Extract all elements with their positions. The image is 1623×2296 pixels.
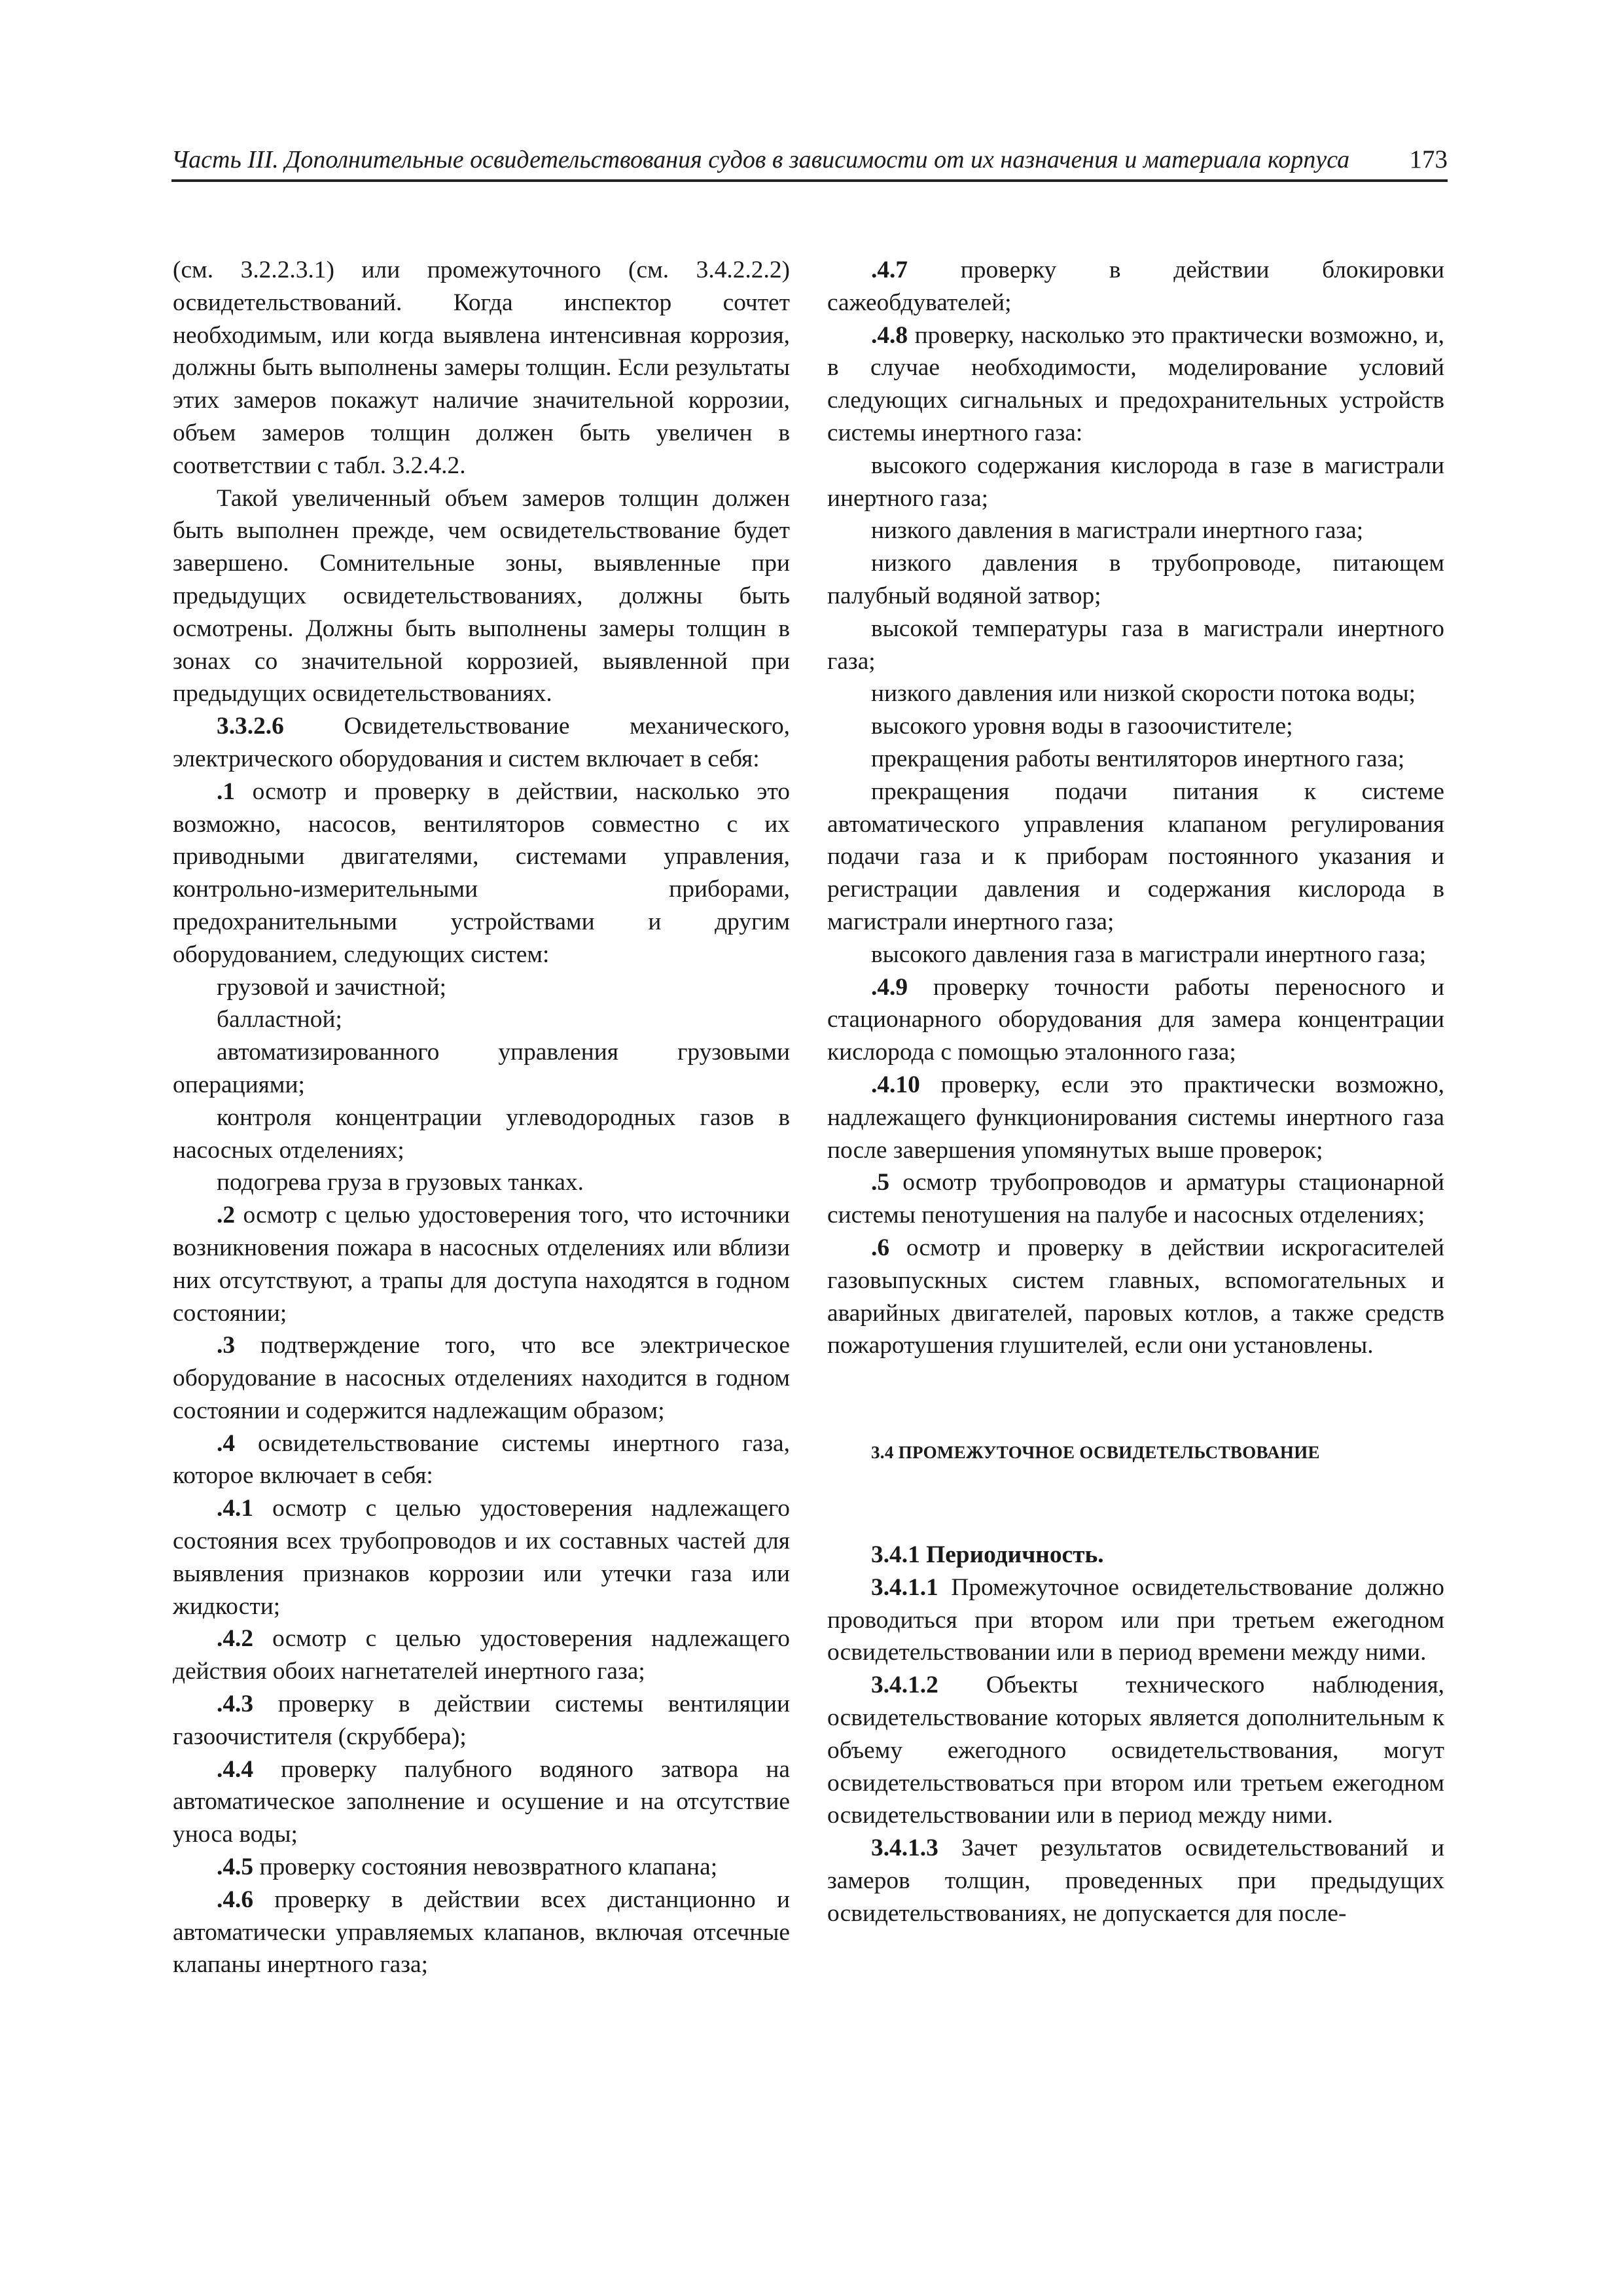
list-item: автоматизированного управления грузовыми операциями;	[173, 1039, 790, 1098]
list-item: грузовой и зачистной;	[217, 973, 447, 1001]
clause-number: .3	[217, 1332, 236, 1359]
clause-text: проверку палубного водяного затвора на автоматическое заполнение и осушение и на отсутствие уноса воды;	[173, 1755, 790, 1848]
clause-number: 3.4.1.2	[871, 1672, 938, 1699]
clause-text: проверку в действии блокировки сажеобдувателей;	[827, 257, 1444, 316]
paragraph	[173, 1427, 790, 1493]
clause-number: .4.7	[871, 257, 908, 283]
clause-text: проверку, насколько это практически возможно, и, в случае необходимости, моделирование условий следующих сигнальных и предохранительных устройств системы инертного газа:	[827, 321, 1444, 446]
clause-number: .4	[217, 1429, 236, 1457]
paragraph: (см. 3.2.2.3.1) или промежуточного (см. 3.4.2.2.2) освидетельствований. Когда инспектор сочтет необходимым, или когда выявлена интенсивная коррозия, должны быть выполнены замеры толщин. Если результаты этих замеров покажут наличие значительной коррозии, объем замеров толщин должен быть увеличен в соответствии с табл. 3.2.4.2.	[173, 257, 790, 479]
clause-text: проверку в действии системы вентиляции газоочистителя (скруббера);	[173, 1691, 790, 1750]
subsection-title: 3.4.1 Периодичность.	[871, 1541, 1104, 1569]
clause-number: .4.4	[217, 1755, 254, 1783]
clause-number: .4.9	[871, 973, 908, 1001]
clause-number: .4.2	[217, 1625, 254, 1653]
running-header	[171, 139, 1448, 182]
clause-text: освидетельствование системы инертного газа, которое включает в себя:	[173, 1429, 790, 1490]
clause-text: проверку состояния невозвратного клапана;	[253, 1854, 718, 1881]
paragraph	[827, 1571, 1444, 1669]
list-item: балластной;	[217, 1006, 342, 1033]
paragraph	[827, 971, 1444, 1069]
paragraph	[827, 1669, 1444, 1832]
clause-text: осмотр трубопроводов и арматуры стационарной системы пенотушения на палубе и насосных отделениях;	[827, 1169, 1444, 1229]
paragraph	[173, 1753, 790, 1851]
right-column	[827, 254, 1444, 1930]
list-item: прекращения подачи питания к системе автоматического управления клапаном регулирования подачи газа и к приборам постоянного указания и регистрации давления и содержания кислорода в магистрали инертного газа;	[827, 778, 1444, 935]
clause-number: 3.4.1.1	[871, 1573, 938, 1601]
clause-text: проверку в действии всех дистанционно и автоматически управляемых клапанов, включая отсечные клапаны инертного газа;	[173, 1886, 790, 1979]
clause-number: .5	[871, 1169, 890, 1196]
list-item: высокой температуры газа в магистрали инертного газа;	[827, 615, 1444, 675]
paragraph	[173, 1851, 790, 1884]
clause-number: .2	[217, 1202, 236, 1229]
paragraph	[173, 1492, 790, 1623]
header-title: Часть III. Дополнительные освидетельствования судов в зависимости от их назначения и материала корпуса	[171, 146, 1350, 173]
paragraph	[173, 776, 790, 971]
list-item: подогрева груза в грузовых танках.	[217, 1169, 584, 1196]
section-title: 3.4 ПРОМЕЖУТОЧНОЕ ОСВИДЕТЕЛЬСТВОВАНИЕ	[871, 1443, 1320, 1463]
list-item: низкого давления или низкой скорости потока воды;	[871, 680, 1416, 708]
paragraph	[173, 1884, 790, 1981]
paragraph	[827, 319, 1444, 450]
list-item: высокого содержания кислорода в газе в магистрали инертного газа;	[827, 452, 1444, 512]
paragraph	[173, 1688, 790, 1753]
clause-number: .4.10	[871, 1071, 920, 1098]
clause-text: осмотр и проверку в действии, насколько это возможно, насосов, вентиляторов совместно с их приводными двигателями, системами управления, контрольно-измерительными приборами, предохранительными устройствами и другим оборудованием, следующих систем:	[173, 778, 790, 968]
paragraph	[173, 1199, 790, 1329]
list-item: низкого давления в магистрали инертного газа;	[871, 517, 1364, 545]
clause-text: проверку точности работы переносного и стационарного оборудования для замера концентрации кислорода с помощью эталонного газа;	[827, 973, 1444, 1066]
clause-number: .4.1	[217, 1495, 254, 1522]
paragraph	[827, 1232, 1444, 1362]
list-item: высокого давления газа в магистрали инертного газа;	[871, 941, 1427, 968]
clause-text: Объекты технического наблюдения, освидетельствование которых является дополнительным к объему ежегодного освидетельствования, могут освидетельствоваться при втором или третьем ежегодном освидетельствовании или в период между ними.	[827, 1672, 1444, 1829]
clause-text: Промежуточное освидетельствование должно проводиться при втором или при третьем ежегодном освидетельствовании или в период времени между ними.	[827, 1573, 1444, 1666]
clause-number: .4.8	[871, 321, 908, 349]
clause-number: .4.6	[217, 1886, 254, 1913]
clause-number: .4.5	[217, 1854, 254, 1881]
page-number: 173	[1409, 145, 1448, 173]
clause-number: .4.3	[217, 1691, 254, 1718]
clause-number: .1	[217, 778, 236, 805]
paragraph	[827, 254, 1444, 319]
clause-text: проверку, если это практически возможно, надлежащего функционирования системы инертного газа после завершения упомянутых выше проверок;	[827, 1071, 1444, 1164]
clause-text: Освидетельствование механического, электрического оборудования и систем включает в себя:	[173, 713, 790, 772]
list-item: прекращения работы вентиляторов инертного газа;	[871, 745, 1405, 772]
spacer	[827, 1465, 1444, 1539]
paragraph	[827, 1166, 1444, 1232]
clause-text: осмотр с целью удостоверения надлежащего состояния всех трубопроводов и их составных частей для выявления признаков коррозии или утечки газа или жидкости;	[173, 1495, 790, 1620]
paragraph: Такой увеличенный объем замеров толщин должен быть выполнен прежде, чем освидетельствование будет завершено. Сомнительные зоны, выявленные при предыдущих освидетельствованиях, должны быть осмотрены. Должны быть выполнены замеры толщин в зонах со значительной коррозией, выявленной при предыдущих освидетельствованиях.	[173, 484, 790, 708]
clause-number: .6	[871, 1234, 890, 1261]
clause-text: Зачет результатов освидетельствований и замеров толщин, проведенных при предыдущих освидетельствованиях, не допускается для после-	[827, 1835, 1444, 1927]
list-item: контроля концентрации углеводородных газов в насосных отделениях;	[173, 1103, 790, 1164]
list-item: высокого уровня воды в газоочистителе;	[871, 713, 1293, 740]
paragraph	[173, 1623, 790, 1688]
clause-number: 3.4.1.3	[871, 1835, 938, 1862]
paragraph	[827, 1069, 1444, 1166]
clause-text: осмотр и проверку в действии искрогасителей газовыпускных систем главных, вспомогательных и аварийных двигателей, паровых котлов, а также средств пожаротушения глушителей, если они установлены.	[827, 1234, 1444, 1359]
spacer	[827, 1362, 1444, 1439]
clause-text: осмотр с целью удостоверения надлежащего действия обоих нагнетателей инертного газа;	[173, 1625, 790, 1685]
paragraph	[173, 1329, 790, 1427]
list-item: низкого давления в трубопроводе, питающем палубный водяной затвор;	[827, 550, 1444, 609]
clause-text: подтверждение того, что все электрическое оборудование в насосных отделениях находится в годном состоянии и содержится надлежащим образом;	[173, 1332, 790, 1424]
left-column	[173, 254, 790, 1981]
paragraph	[827, 1832, 1444, 1929]
paragraph	[173, 710, 790, 776]
clause-text: осмотр с целью удостоверения того, что источники возникновения пожара в насосных отделениях или вблизи них отсутствуют, а трапы для доступа находятся в годном состоянии;	[173, 1202, 790, 1327]
clause-number: 3.3.2.6	[217, 713, 284, 740]
